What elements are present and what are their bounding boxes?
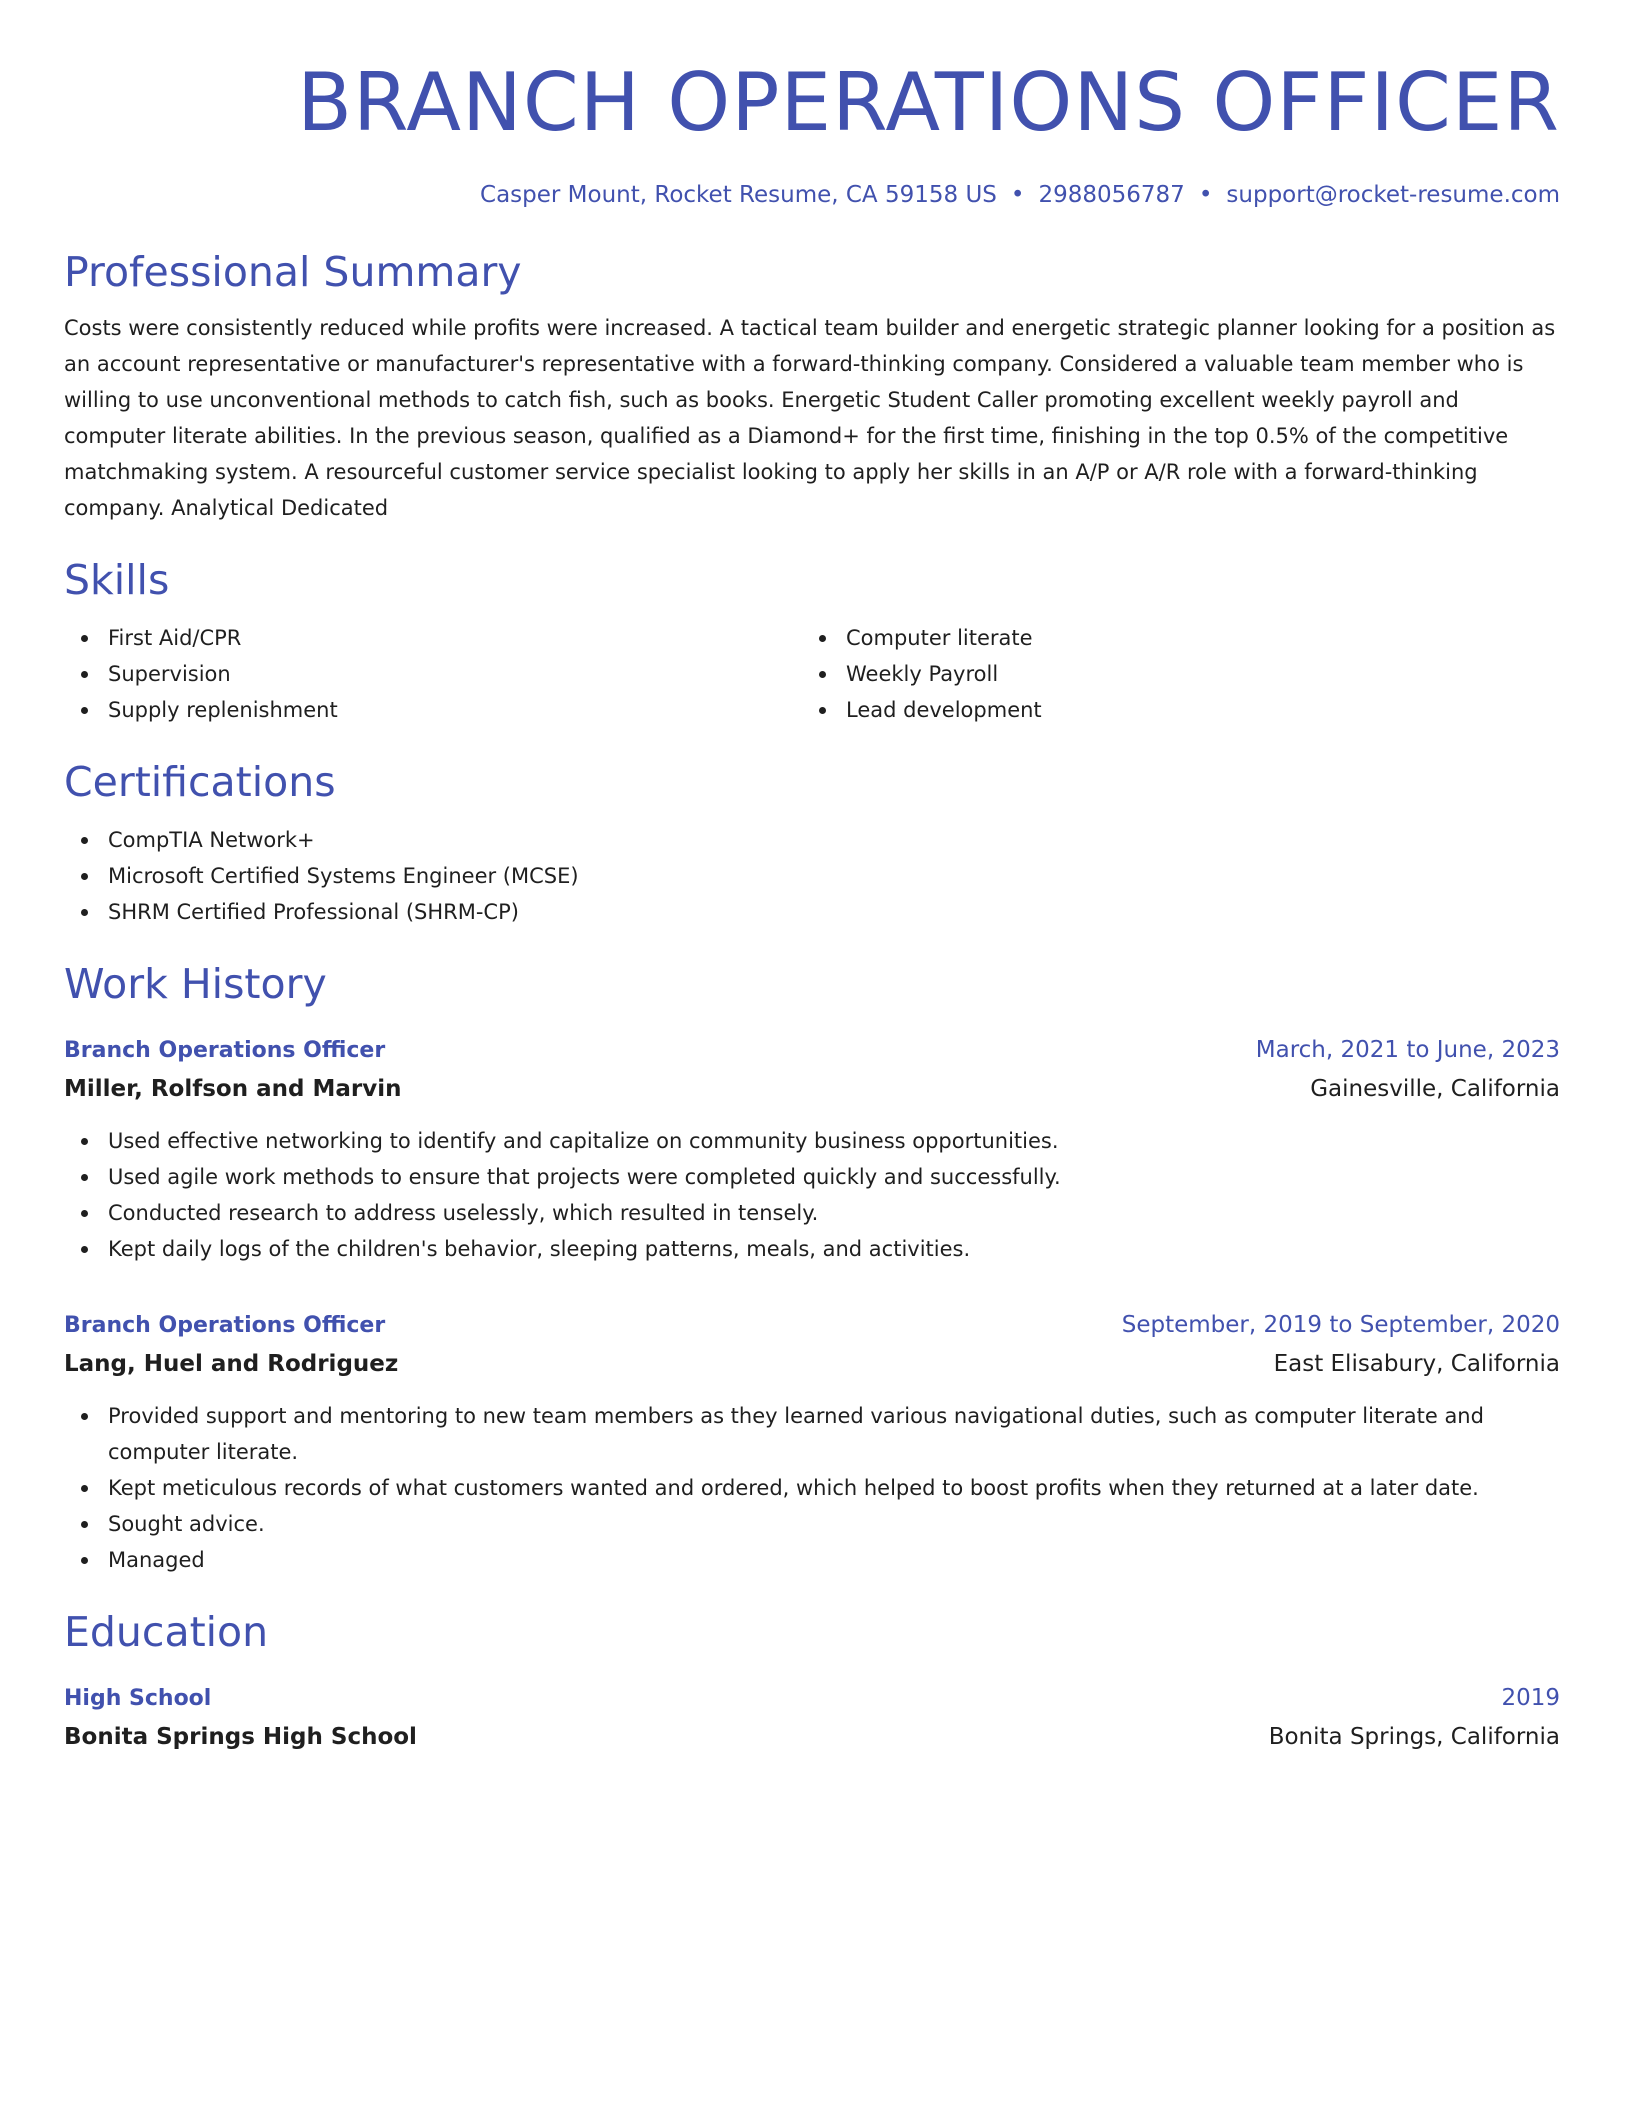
job-location: East Elisabury, California bbox=[1273, 1351, 1560, 1377]
contact-phone: 2988056787 bbox=[1038, 182, 1185, 208]
job-company: Lang, Huel and Rodriguez bbox=[64, 1351, 399, 1377]
skill-item: Supply replenishment bbox=[64, 692, 802, 728]
summary-text: Costs were consistently reduced while profits were increased. A tactical team builder and energetic strategic planner looking for a position as an account representative or manufacturer's representative with a forward-thinking company. Considered a valuable team member who is willing to use unconventional methods to catch fish, such as books. Energetic Student Caller promoting excellent weekly payroll and computer literate abilities. In the previous season, qualified as a Diamond+ for the first time, finishing in the top 0.5% of the competitive matchmaking system. A resourceful customer service specialist looking to apply her skills in an A/P or A/R role with a forward-thinking company. Analytical Dedicated bbox=[64, 316, 1556, 520]
job-entry bbox=[64, 1307, 1560, 1578]
skills-heading: Skills bbox=[64, 556, 170, 604]
certification-item: SHRM Certified Professional (SHRM-CP) bbox=[64, 894, 1560, 930]
job-duty: Used agile work methods to ensure that projects were completed quickly and successfully. bbox=[64, 1159, 1560, 1195]
education-degree: High School bbox=[64, 1686, 212, 1711]
job-duty: Conducted research to address uselessly, which resulted in tensely. bbox=[64, 1195, 1560, 1231]
job-duty: Managed bbox=[64, 1542, 1560, 1578]
job-duty: Sought advice. bbox=[64, 1506, 1560, 1542]
work-history-heading: Work History bbox=[64, 960, 327, 1008]
certification-item: Microsoft Certified Systems Engineer (MCSE) bbox=[64, 858, 1560, 894]
contact-line bbox=[64, 180, 1560, 210]
skill-item: Weekly Payroll bbox=[802, 656, 1540, 692]
certification-item: CompTIA Network+ bbox=[64, 822, 1560, 858]
education-location: Bonita Springs, California bbox=[1268, 1724, 1560, 1750]
job-company: Miller, Rolfson and Marvin bbox=[64, 1076, 402, 1102]
job-title: Branch Operations Officer bbox=[64, 1038, 386, 1063]
skills-left-list bbox=[64, 620, 802, 728]
skill-item: First Aid/CPR bbox=[64, 620, 802, 656]
job-duties-list bbox=[64, 1123, 1560, 1267]
education-section bbox=[64, 1606, 1560, 1757]
education-school: Bonita Springs High School bbox=[64, 1724, 417, 1750]
job-duty: Kept daily logs of the children's behavior, sleeping patterns, meals, and activities. bbox=[64, 1231, 1560, 1267]
job-dates: September, 2019 to September, 2020 bbox=[1121, 1312, 1560, 1338]
job-duty: Provided support and mentoring to new team members as they learned various navigational duties, such as computer literate and computer literate. bbox=[64, 1398, 1560, 1470]
job-dates: March, 2021 to June, 2023 bbox=[1255, 1037, 1560, 1063]
certifications-heading: Certifications bbox=[64, 758, 336, 806]
education-heading: Education bbox=[64, 1608, 269, 1656]
contact-address: Casper Mount, Rocket Resume, CA 59158 US bbox=[480, 182, 997, 208]
skill-item: Lead development bbox=[802, 692, 1540, 728]
skill-item: Supervision bbox=[64, 656, 802, 692]
contact-separator: • bbox=[1198, 182, 1213, 208]
education-year: 2019 bbox=[1501, 1685, 1560, 1711]
skills-right-list bbox=[802, 620, 1540, 728]
job-duty: Used effective networking to identify and capitalize on community business opportunities. bbox=[64, 1123, 1560, 1159]
skills-section bbox=[64, 554, 1560, 728]
contact-email: support@rocket-resume.com bbox=[1226, 182, 1560, 208]
job-title: Branch Operations Officer bbox=[64, 1313, 386, 1338]
summary-section bbox=[64, 246, 1560, 526]
resume-page bbox=[64, 0, 1560, 1757]
job-entry bbox=[64, 1032, 1560, 1267]
summary-heading: Professional Summary bbox=[64, 248, 522, 296]
job-location: Gainesville, California bbox=[1310, 1076, 1560, 1102]
job-duties-list bbox=[64, 1398, 1560, 1578]
education-entry bbox=[64, 1680, 1560, 1757]
skills-grid bbox=[64, 620, 1560, 728]
contact-separator: • bbox=[1010, 182, 1025, 208]
resume-name: BRANCH OPERATIONS OFFICER bbox=[297, 56, 1560, 149]
certifications-list bbox=[64, 822, 1560, 930]
certifications-section bbox=[64, 756, 1560, 930]
job-duty: Kept meticulous records of what customers wanted and ordered, which helped to boost profits when they returned at a later date. bbox=[64, 1470, 1560, 1506]
work-history-section bbox=[64, 958, 1560, 1578]
skill-item: Computer literate bbox=[802, 620, 1540, 656]
